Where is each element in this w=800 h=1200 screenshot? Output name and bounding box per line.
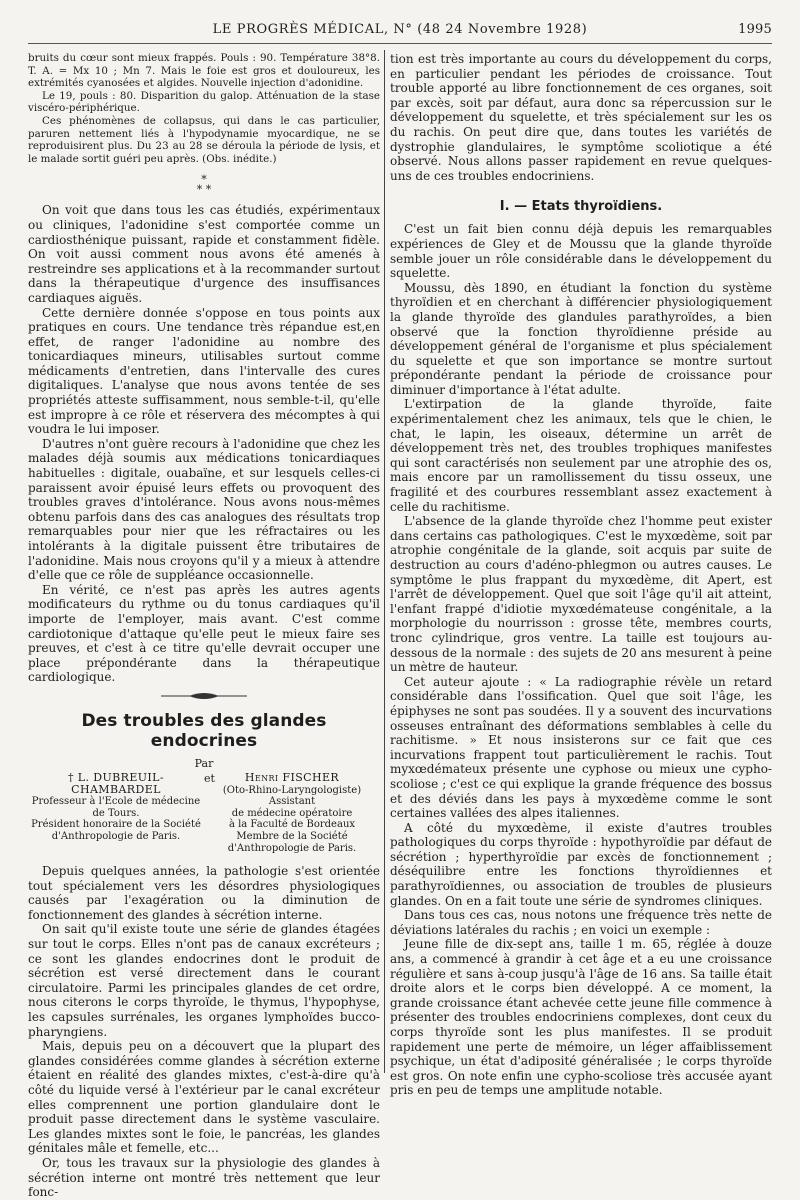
author-name: † L. DUBREUIL-CHAMBARDEL [67, 770, 165, 796]
section-paragraph: A côté du myxœdème, il existe d'autres troubles pathologiques du corps thyroïde : hypothyroïdie par défaut de sécrétion ; hyperthyroïdie par excès de fonctionnement ; déséquilibre entre les fonctions thyroïdiennes et parathyroïdiennes, ou association de troubles de plusieurs glandes. On en a fait toute une série de syndromes cliniques. [390, 820, 772, 908]
section-paragraph: Dans tous ces cas, nous notons une fréquence très nette de déviations latérales du rachis ; en voici un exemple : [390, 908, 772, 937]
running-header [28, 22, 772, 38]
asterism-top: * [201, 173, 207, 187]
conclusion-text [28, 203, 380, 685]
case-report [28, 52, 380, 165]
journal-title: LE PROGRÈS MÉDICAL, N° (48 24 Novembre 1928) [212, 22, 588, 37]
author-name: Henri FISCHER [244, 770, 340, 784]
section-paragraph: L'absence de la glande thyroïde chez l'homme peut exister dans certains cas pathologiques. C'est le myxœdème, soit par atrophie congénitale de la glande, soit acquis par suite de destruction au cours d'adéno-phlegmon ou autres causes. Le symptôme le plus frappant du myxœdème, dit Apert, est l'arrêt de développement. Quel que soit l'âge qu'il ait atteint, l'enfant frappé d'idiotie myxœdémateuse congénitale, a la morphologie du nourrisson : grosse tête, membres courts, tronc cylindrique, gros ventre. La taille est toujours au-dessous de la normale : des sujets de 20 ans mesurent à peine un mètre de hauteur. [390, 514, 772, 675]
author-affiliation: Professeur à l'Ecole de médecine [31, 796, 201, 808]
article-paragraph: Depuis quelques années, la pathologie s'est orientée tout spécialement vers les désordres physiologiques causés par l'exagération ou la diminution de fonctionnement des glandes à sécrétion interne. [28, 864, 380, 922]
case-paragraph: Ces phénomènes de collapsus, qui dans le cas particulier, paruren nettement liés à l'hypodynamie myocardique, ne se reproduisirent plus. Du 23 au 28 se déroula la période de lysis, et le malade sortit guéri peu après. (Obs. inédite.) [28, 114, 380, 165]
author-dubreuil [28, 772, 204, 854]
asterism-bottom: * * [196, 183, 212, 197]
section-paragraph: C'est un fait bien connu déjà depuis les remarquables expériences de Gley et de Moussu que la glande thyroïde semble jouer un rôle considérable dans le développement du squelette. [390, 222, 772, 281]
byline-par: Par [194, 756, 214, 770]
author-affiliation: Assistant [268, 796, 316, 808]
right-intro [390, 52, 772, 183]
page-number: 1995 [738, 22, 772, 37]
section-paragraph: Moussu, dès 1890, en étudiant la fonction du système thyroïdien et en cherchant à différencier physiologiquement la glande thyroïde des glandules parathyroïdes, a bien observé que la fonction thyroïdienne préside au développement général de l'organisme et plus spécialement du squelette et que son importance se montre surtout prépondérante pendant la période de croissance pour diminuer d'importance à l'état adulte. [390, 280, 772, 397]
article-paragraph: On sait qu'il existe toute une série de glandes étagées sur tout le corps. Elles n'ont pas de canaux excréteurs ; ce sont les glandes endocrines dont le produit de sécrétion est versé directement dans le courant circulatoire. Parmi les principales glandes de cet ordre, nous citerons le corps thyroïde, le thymus, l'hypophyse, les capsules surrénales, les organes lymphoïdes bucco-pharyngiens. [28, 922, 380, 1039]
conclusion-paragraph: D'autres n'ont guère recours à l'adonidine que chez les malades déjà soumis aux médications tonicardiaques habituelles : digitale, ouabaïne, et sur lesquels celles-ci paraissent avoir épuisé leurs effets ou provoquent des troubles graves d'intolérance. Nous avons nous-mêmes obtenu parfois dans des cas analogues des résultats trop remarquables pour nier que les réfractaires ou les intolérants à la digitale puissent être tributaires de l'adonidine. Mais nous croyons qu'il y a mieux à attendre d'elle que ce rôle de suppléance occasionnelle. [28, 436, 380, 583]
right-column [390, 52, 772, 1098]
conclusion-paragraph: En vérité, ce n'est pas après les autres agents modificateurs du rythme ou du tonus cardiaques qu'il importe de l'employer, mais avant. C'est comme cardiotonique d'attaque qu'elle peut le mieux faire ses preuves, et c'est à ce titre qu'elle devrait occuper une place prépondérante dans la thérapeutique cardiologique. [28, 582, 380, 685]
left-column [28, 52, 380, 1200]
article-paragraph: Or, tous les travaux sur la physiologie des glandes à sécrétion interne ont montré très nettement que leur fonc- [28, 1155, 380, 1200]
conclusion-paragraph: Cette dernière donnée s'oppose en tous points aux pratiques en cours. Une tendance très répandue est,en effet, de ranger l'adonidine au nombre des tonicardiaques mineurs, utilisables surtout comme médicaments d'entretien, dans l'intervalle des cures digitaliques. L'analyse que nous avons tentée de ses propriétés atteste suffisamment, nous semble-t-il, qu'elle est impropre à ce rôle et réservera des mécomptes à qui voudra le lui imposer. [28, 305, 380, 437]
authors-block: † L. DUBREUIL-CHAMBARDEL Professeur à l'Ecole de médecine de Tours. Président honoraire de la Société d'Anthropologie de Paris. et Henri FISCHER (Oto-Rhino-Laryngologiste) Assistant de médecine opératoire à la Faculté de Bordeaux Membre de la Société d'Anthropologie de Paris. [28, 772, 380, 854]
author-affiliation: d'Anthropologie de Paris. [51, 830, 181, 842]
section-heading: I. — Etats thyroïdiens. [499, 199, 663, 215]
section-paragraph: Cet auteur ajoute : « La radiographie révèle un retard considérable dans l'ossification. Quel que soit l'âge, les épiphyses ne sont pas soudées. Il y a souvent des incurvations osseuses entraînant des déformations semblables à celle du rachitisme. » Et nous insisterons sur ce fait que ces incurvations frappent tout particulièrement le rachis. Tout myxœdémateux présente une cyphose ou mieux une cypho-scoliose ; c'est ce qui explique la grande fréquence des bossus et des déviés dans les pays à myxœdème comme le sont certaines vallées des alpes italiennes. [390, 674, 772, 821]
author-affiliation: Membre de la Société [236, 830, 348, 842]
thyroid-section [390, 222, 772, 1098]
author-affiliation: de médecine opératoire [231, 807, 353, 819]
asterism [28, 175, 380, 195]
header-rule [28, 43, 772, 44]
author-affiliation: d'Anthropologie de Paris. [227, 842, 357, 854]
article-paragraph: tion est très importante au cours du développement du corps, en particulier pendant les périodes de croissance. Tout trouble apporté au libre fonctionnement de ces organes, soit par excès, soit par défaut, aura donc sa répercussion sur le développement du squelette, et très spécialement sur les os du rachis. On peut dire que, dans toutes les variétés de dystrophie glandulaires, le symptôme scoliotique a été observé. Nous allons passer rapidement en revue quelques-uns de ces troubles endocriniens. [390, 52, 772, 183]
section-paragraph: L'extirpation de la glande thyroïde, faite expérimentalement chez les animaux, tels que le chien, le chat, le lapin, les oiseaux, détermine un arrêt de développement très net, des troubles trophiques manifestes qui sont caractérisés non seulement par une atrophie des os, mais encore par un ramollissement du tissu osseux, une fragilité et des courbures ressemblant assez exactement à celle du rachitisme. [390, 397, 772, 514]
article-intro [28, 864, 380, 1200]
author-affiliation: à la Faculté de Bordeaux [228, 819, 356, 831]
case-paragraph: Le 19, pouls : 80. Disparition du galop. Atténuation de la stase viscéro-périphérique. [28, 89, 380, 115]
section-paragraph: Jeune fille de dix-sept ans, taille 1 m. 65, réglée à douze ans, a commencé à grandir à cet âge et a eu une croissance régulière et sans à-coup jusqu'à l'âge de 16 ans. Sa taille était droite alors et le corps bien développé. A ce moment, la grande croissance étant achevée cette jeune fille commence à présenter des troubles endocriniens complexes, dont ceux du corps thyroïde sont les plus manifestes. Il se produit rapidement une perte de mémoire, un léger affaiblissement psychique, un état d'adiposité généralisée ; le corps thyroïde est gros. On note enfin une cypho-scoliose très accusée ayant pris en peu de temps une amplitude notable. [390, 937, 772, 1098]
author-affiliation: de Tours. [92, 807, 140, 819]
conclusion-paragraph: On voit que dans tous les cas étudiés, expérimentaux ou cliniques, l'adonidine s'est comportée comme un cardiosthénique puissant, rapide et constamment fidèle. On voit aussi comment nous avons été amenés à restreindre ses applications et à la recommander surtout dans la thérapeutique d'urgence des insuffisances cardiaques aiguës. [28, 203, 380, 305]
article-title: Des troubles des glandes endocrines [81, 710, 327, 751]
column-divider [384, 50, 385, 1073]
author-fischer [204, 772, 380, 854]
author-affiliation: Président honoraire de la Société [31, 819, 201, 831]
section-ornament-icon [159, 691, 249, 701]
case-paragraph: bruits du cœur sont mieux frappés. Pouls : 90. Température 38°8. T. A. = Mx 10 ; Mn 7. Mais le foie est gros et douloureux, les extrémités cyanosées et algides. Nouvelle injection d'adonidine. [28, 52, 380, 90]
article-paragraph: Mais, depuis peu on a découvert que la plupart des glandes considérées comme glandes à sécrétion externe étaient en réalité des glandes mixtes, c'est-à-dire qu'à côté du liquide versé à l'extérieur par le canal excréteur elles comprennent une portion glandulaire dont le produit passe directement dans le système vasculaire. Les glandes mixtes sont le foie, le pancréas, les glandes génitales mâle et femelle, etc... [28, 1039, 380, 1156]
author-affiliation: (Oto-Rhino-Laryngologiste) [222, 784, 362, 796]
